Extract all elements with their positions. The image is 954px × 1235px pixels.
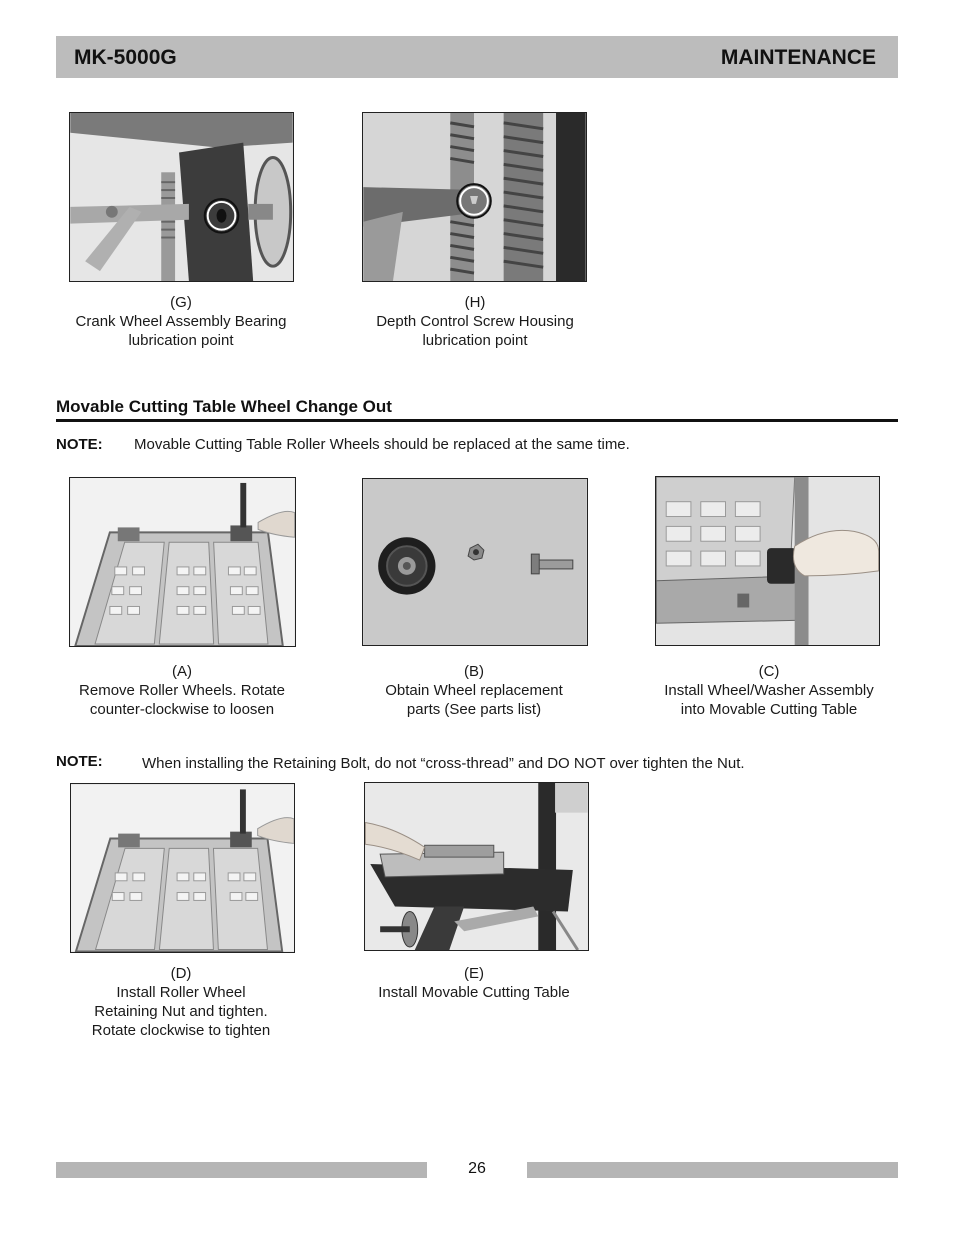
caption-a-letter: (A)	[172, 663, 192, 680]
photo-wheel-replacement-parts	[362, 478, 588, 646]
caption-a	[57, 662, 307, 719]
page-number: 26	[468, 1160, 486, 1177]
section-heading: MAINTENANCE	[720, 46, 876, 69]
caption-h-line-2: lubrication point	[422, 332, 528, 349]
caption-c-line-1: Install Wheel/Washer Assembly	[664, 682, 874, 699]
caption-g-line-1: Crank Wheel Assembly Bearing	[75, 313, 287, 330]
caption-e-line-1: Install Movable Cutting Table	[378, 984, 570, 1001]
caption-d	[56, 964, 306, 1040]
caption-d-letter: (D)	[170, 965, 192, 982]
caption-b-line-1: Obtain Wheel replacement	[385, 682, 563, 699]
footer-bar-left	[56, 1162, 427, 1178]
caption-h-line-1: Depth Control Screw Housing	[376, 313, 574, 330]
caption-e	[349, 964, 599, 1002]
caption-h	[350, 293, 600, 350]
note-label: NOTE:	[56, 436, 103, 453]
section-rule	[56, 419, 898, 422]
header-bar	[56, 36, 898, 78]
caption-a-line-2: counter-clockwise to loosen	[89, 701, 275, 718]
photo-depth-control-screw	[362, 112, 587, 282]
caption-d-line-3: Rotate clockwise to tighten	[91, 1022, 271, 1039]
model-title: MK-5000G	[74, 46, 177, 69]
caption-g	[56, 293, 306, 350]
caption-h-letter: (H)	[464, 294, 486, 311]
caption-c-line-2: into Movable Cutting Table	[680, 701, 858, 718]
caption-d-line-1: Install Roller Wheel	[116, 984, 246, 1001]
photo-install-retaining-nut	[70, 783, 295, 953]
footer-bar-right	[527, 1162, 898, 1178]
caption-g-line-2: lubrication point	[128, 332, 234, 349]
caption-c	[634, 662, 904, 719]
photo-install-cutting-table	[364, 782, 589, 951]
caption-b-line-2: parts (See parts list)	[406, 701, 542, 718]
caption-b-letter: (B)	[464, 663, 484, 680]
section-title: Movable Cutting Table Wheel Change Out	[56, 397, 392, 416]
caption-e-letter: (E)	[464, 965, 484, 982]
note-text: Movable Cutting Table Roller Wheels should be replaced at the same time.	[134, 436, 630, 453]
note-label-2: NOTE:	[56, 753, 103, 770]
caption-c-letter: (C)	[758, 663, 780, 680]
caption-d-line-2: Retaining Nut and tighten.	[94, 1003, 268, 1020]
caption-a-line-1: Remove Roller Wheels. Rotate	[79, 682, 285, 699]
caption-g-letter: (G)	[170, 294, 192, 311]
note-text-2: When installing the Retaining Bolt, do not “cross-thread” and DO NOT over tighten the Nut.	[142, 755, 745, 772]
caption-b	[349, 662, 599, 719]
photo-install-wheel-washer	[655, 476, 880, 646]
photo-crank-wheel-bearing	[69, 112, 294, 282]
photo-remove-roller-wheels	[69, 477, 296, 647]
